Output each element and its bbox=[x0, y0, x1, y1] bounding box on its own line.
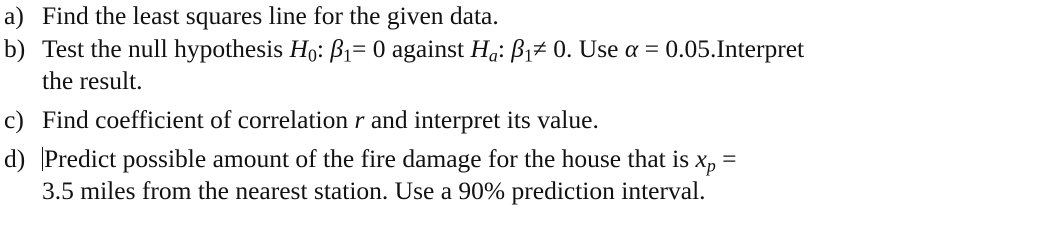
question-c bbox=[4, 104, 1044, 135]
question-b bbox=[4, 33, 1044, 64]
question-c-label: c) bbox=[4, 105, 24, 134]
question-d-continuation: 3.5 miles from the nearest station. Use a 90% prediction interval. bbox=[42, 176, 706, 205]
question-a-text: Find the least squares line for the given data. bbox=[42, 1, 499, 30]
question-d-text[interactable]: Predict possible amount of the fire damage for the house that is $x_p$ = bbox=[44, 144, 737, 176]
text-cursor bbox=[42, 147, 43, 171]
question-d-label: d) bbox=[4, 144, 26, 173]
question-b-text: Test the null hypothesis $H_0$: $\beta_1= 0$ against $H_a$: $\beta_1\ne 0$. Use α = 0.05.Interpret bbox=[42, 34, 805, 66]
question-b-continuation: the result. bbox=[42, 66, 143, 95]
question-d bbox=[4, 143, 1044, 174]
question-c-text: Find coefficient of correlation r and interpret its value. bbox=[42, 105, 599, 134]
question-a-label: a) bbox=[4, 1, 24, 30]
question-b-label: b) bbox=[4, 34, 26, 63]
question-a bbox=[4, 0, 1044, 31]
